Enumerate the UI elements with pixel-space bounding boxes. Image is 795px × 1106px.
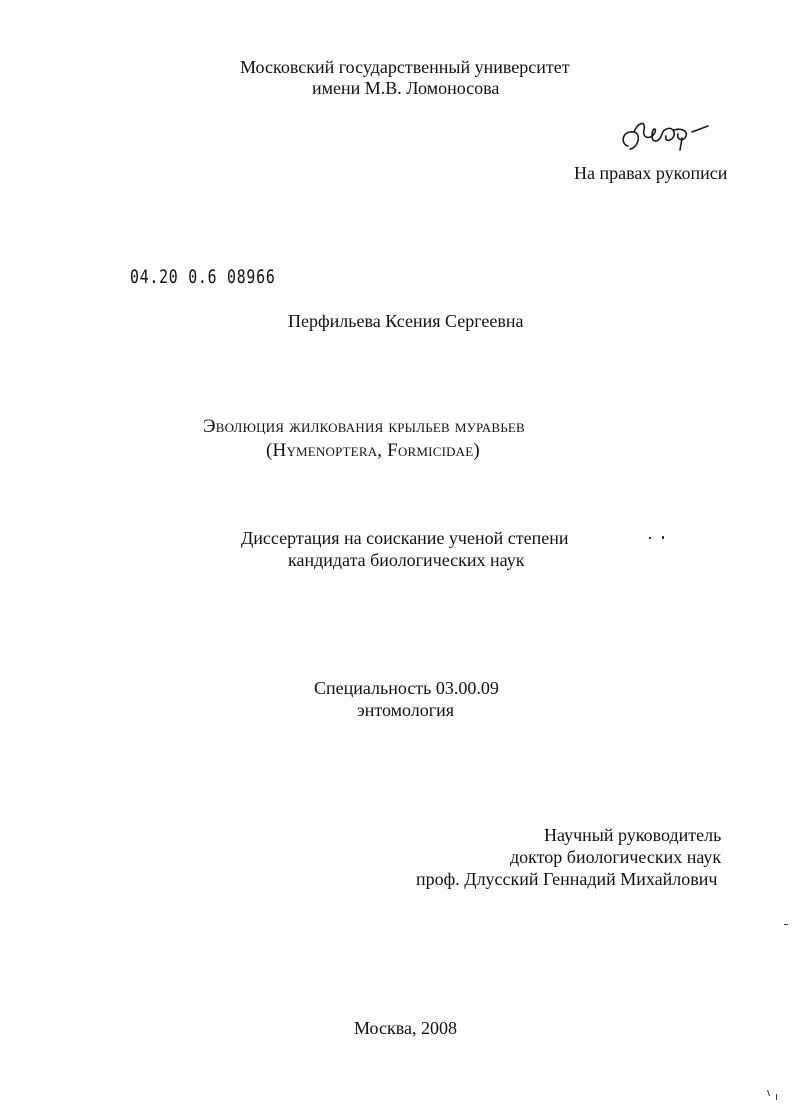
specialty-code: Специальность 03.00.09 [314,678,499,698]
degree-line2: кандидата биологических наук [288,550,525,570]
scan-speck [649,537,651,539]
university-name-line1: Московский государственный университет [240,57,570,77]
scan-speck [784,924,788,925]
scan-speck [776,1094,777,1100]
dissertation-title-line2: (Hymenoptera, Formicidae) [266,440,480,461]
university-name-line2: имени М.В. Ломоносова [312,78,500,98]
manuscript-rights-note: На правах рукописи [574,163,728,183]
scan-speck [767,1090,770,1096]
dissertation-title-line1: Эволюция жилкования крыльев муравьев [203,416,525,437]
scan-speck [662,536,664,539]
supervisor-name: проф. Длусский Геннадий Михайлович [416,869,718,889]
archive-stamp-number: 04.20 0.6 08966 [130,266,276,288]
handwritten-signature [616,116,712,164]
city-year: Москва, 2008 [354,1018,457,1038]
degree-line1: Диссертация на соискание ученой степени [241,528,569,548]
specialty-name: энтомология [357,700,455,720]
supervisor-degree: доктор биологических наук [510,847,722,867]
author-name: Перфильева Ксения Сергеевна [288,311,524,331]
supervisor-label: Научный руководитель [544,825,722,845]
